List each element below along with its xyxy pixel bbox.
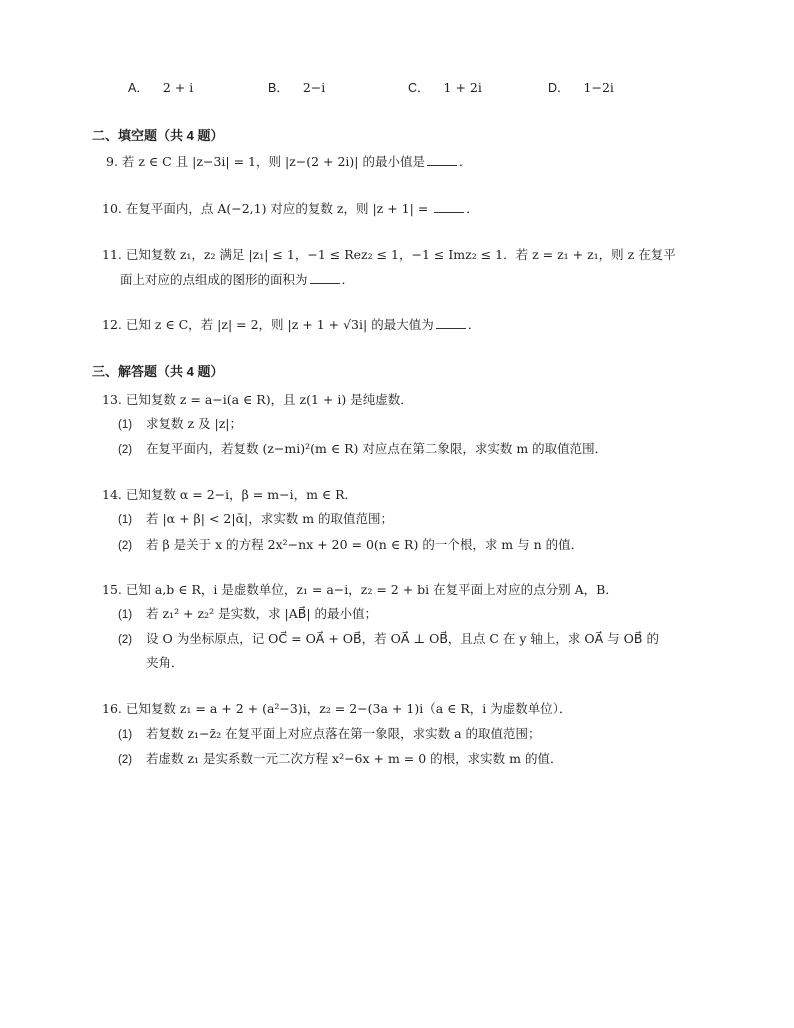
question-12 xyxy=(102,315,480,333)
part-text: 在复平面内，若复数 (z−mi)²(m ∈ R) 对应点在第二象限，求实数 m 的取值范围． xyxy=(146,441,608,456)
question-9 xyxy=(106,152,472,170)
question-11-line1: 11. 已知复数 z₁，z₂ 满足 |z₁| ≤ 1，−1 ≤ Rez₂ ≤ 1，−1 ≤ Imz₂ ≤ 1．若 z = z₁ + z₁，则 z 在复平 xyxy=(102,247,676,262)
question-15-part2-cont: 夹角． xyxy=(146,655,184,670)
question-text: 面上对应的点组成的图形的面积为 xyxy=(120,272,308,287)
option-label: A． xyxy=(128,81,149,95)
question-15-part1 xyxy=(118,604,377,622)
part-number: (1) xyxy=(118,419,133,431)
part-number: (1) xyxy=(118,514,133,526)
answer-blank xyxy=(427,153,457,166)
part-text: 若 |α + β| < 2|ᾱ|，求实数 m 的取值范围； xyxy=(146,511,394,526)
question-text: 10. 在复平面内，点 A(−2,1) 对应的复数 z，则 |z + 1| = xyxy=(102,201,433,216)
question-15-stem: 15. 已知 a,b ∈ R，i 是虚数单位，z₁ = a−i，z₂ = 2 + bi 在复平面上对应的点分别 A，B． xyxy=(102,582,618,597)
option-value: 2 + i xyxy=(162,80,194,95)
question-13-stem: 13. 已知复数 z = a−i(a ∈ R)，且 z(1 + i) 是纯虚数． xyxy=(102,392,413,407)
option-value: 1−2i xyxy=(583,80,614,95)
option-label: B． xyxy=(268,81,289,95)
question-15-part2 xyxy=(118,629,659,647)
answer-blank xyxy=(436,316,466,329)
question-text: ． xyxy=(458,154,472,169)
question-text: ． xyxy=(341,272,355,287)
question-16-part2 xyxy=(118,749,562,767)
section-title-fill-in: 二、填空题（共 4 题） xyxy=(92,128,224,143)
question-13-part1 xyxy=(118,414,242,432)
part-text: 若 β 是关于 x 的方程 2x²−nx + 20 = 0(n ∈ R) 的一个根，求 m 与 n 的值． xyxy=(146,537,584,552)
part-number: (2) xyxy=(118,634,133,646)
part-number: (2) xyxy=(118,540,133,552)
part-number: (2) xyxy=(118,444,133,456)
part-number: (2) xyxy=(118,754,133,766)
question-11-line2 xyxy=(120,270,354,288)
part-text: 若虚数 z₁ 是实系数一元二次方程 x²−6x + m = 0 的根，求实数 m 的值． xyxy=(146,751,563,766)
answer-blank xyxy=(434,200,464,213)
part-text: 设 O 为坐标原点，记 OC⃗ = OA⃗ + OB⃗，若 OA⃗ ⊥ OB⃗，且点 C 在 y 轴上，求 OA⃗ 与 OB⃗ 的 xyxy=(146,631,659,646)
section-title-solutions: 三、解答题（共 4 题） xyxy=(92,364,224,379)
question-text: 12. 已知 z ∈ C，若 |z| = 2，则 |z + 1 + √3i| 的最大值为 xyxy=(102,317,434,332)
part-text: 若 z₁² + z₂² 是实数，求 |AB⃗| 的最小值； xyxy=(146,606,378,621)
option-c xyxy=(408,78,482,96)
option-label: C． xyxy=(408,81,430,95)
question-13-part2 xyxy=(118,439,607,457)
option-value: 2−i xyxy=(302,80,326,95)
option-d xyxy=(548,78,614,96)
option-a xyxy=(128,78,193,96)
part-number: (1) xyxy=(118,729,133,741)
question-14-part2 xyxy=(118,535,583,553)
question-text: ． xyxy=(467,317,481,332)
question-text: 9. 若 z ∈ C 且 |z−3i| = 1，则 |z−(2 + 2i)| 的最小值是 xyxy=(106,154,425,169)
part-text: 求复数 z 及 |z|； xyxy=(146,416,243,431)
question-14-stem: 14. 已知复数 α = 2−i，β = m−i，m ∈ R． xyxy=(102,487,358,502)
option-label: D． xyxy=(548,81,570,95)
question-10 xyxy=(102,199,479,217)
answer-blank xyxy=(310,271,340,284)
part-text: 若复数 z₁−z̄₂ 在复平面上对应点落在第一象限，求实数 a 的取值范围； xyxy=(146,726,541,741)
question-14-part1 xyxy=(118,509,393,527)
option-value: 1 + 2i xyxy=(443,80,482,95)
question-16-stem: 16. 已知复数 z₁ = a + 2 + (a²−3)i，z₂ = 2−(3a + 1)i（a ∈ R，i 为虚数单位）． xyxy=(102,701,572,716)
option-b xyxy=(268,78,325,96)
part-number: (1) xyxy=(118,609,133,621)
question-16-part1 xyxy=(118,724,541,742)
question-text: ． xyxy=(466,201,479,216)
